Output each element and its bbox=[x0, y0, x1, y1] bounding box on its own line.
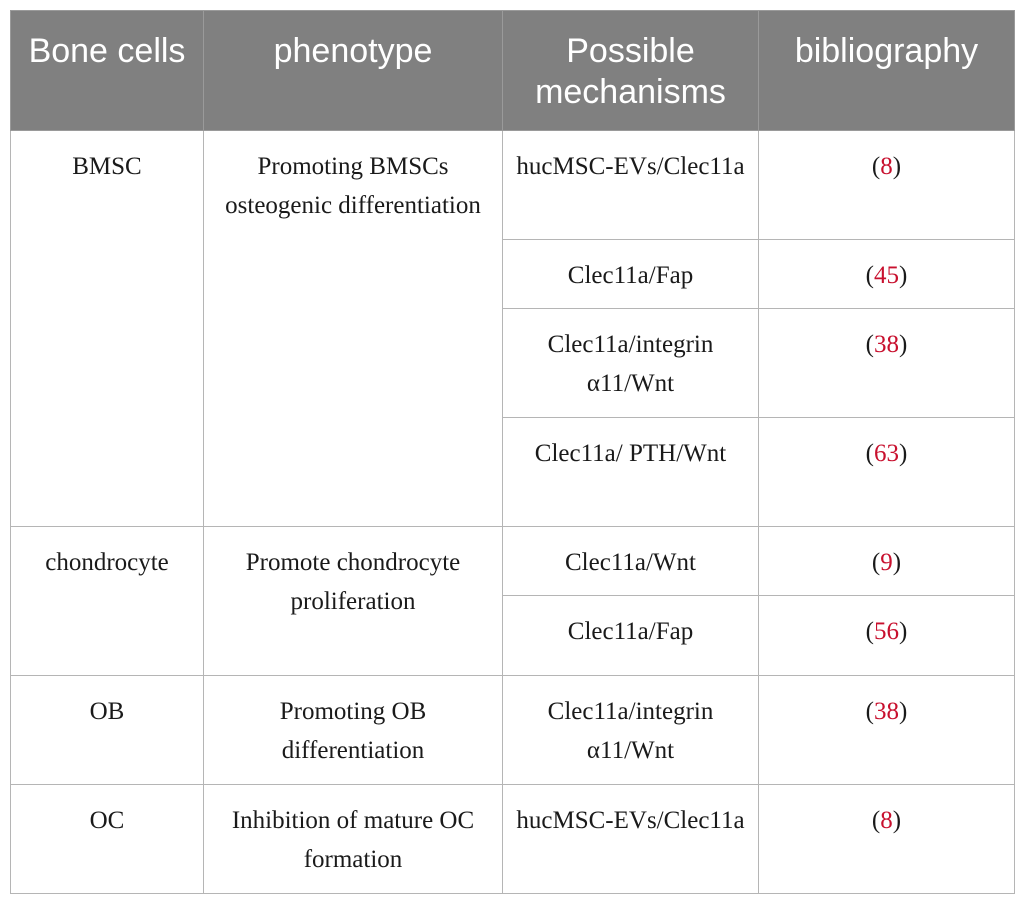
mechanism-cell: hucMSC-EVs/Clec11a bbox=[503, 785, 759, 894]
mechanism-cell: Clec11a/Fap bbox=[503, 596, 759, 676]
mechanism-cell: hucMSC-EVs/Clec11a bbox=[503, 131, 759, 240]
header-phenotype: phenotype bbox=[204, 11, 503, 131]
mechanism-cell: Clec11a/integrin α11/Wnt bbox=[503, 676, 759, 785]
header-mechanisms: Possible mechanisms bbox=[503, 11, 759, 131]
phenotype-cell: Inhibition of mature OC formation bbox=[204, 785, 503, 894]
reference-cell: (63) bbox=[759, 418, 1015, 527]
table-body bbox=[11, 131, 1015, 894]
reference-cell: (38) bbox=[759, 676, 1015, 785]
table-row bbox=[11, 676, 1015, 785]
phenotype-cell: Promoting BMSCs osteogenic differentiation bbox=[204, 131, 503, 527]
reference-link[interactable]: 38 bbox=[874, 331, 899, 358]
reference-link[interactable]: 63 bbox=[874, 440, 899, 467]
reference-link[interactable]: 38 bbox=[874, 698, 899, 725]
reference-link[interactable]: 45 bbox=[874, 262, 899, 289]
reference-link[interactable]: 56 bbox=[874, 618, 899, 645]
header-row bbox=[11, 11, 1015, 131]
header-bone-cells: Bone cells bbox=[11, 11, 204, 131]
bone-cell-cell: BMSC bbox=[11, 131, 204, 527]
bone-cell-cell: chondrocyte bbox=[11, 527, 204, 676]
table-header bbox=[11, 11, 1015, 131]
reference-cell: (56) bbox=[759, 596, 1015, 676]
clec11a-bone-cells-table bbox=[10, 10, 1015, 894]
mechanism-cell: Clec11a/ PTH/Wnt bbox=[503, 418, 759, 527]
reference-link[interactable]: 8 bbox=[880, 807, 893, 834]
bone-cell-cell: OC bbox=[11, 785, 204, 894]
table-row bbox=[11, 527, 1015, 596]
bone-cell-cell: OB bbox=[11, 676, 204, 785]
mechanism-cell: Clec11a/Fap bbox=[503, 240, 759, 309]
header-bibliography: bibliography bbox=[759, 11, 1015, 131]
reference-link[interactable]: 8 bbox=[880, 153, 893, 180]
reference-cell: (8) bbox=[759, 131, 1015, 240]
mechanism-cell: Clec11a/Wnt bbox=[503, 527, 759, 596]
mechanism-cell: Clec11a/integrin α11/Wnt bbox=[503, 309, 759, 418]
phenotype-cell: Promote chondrocyte proliferation bbox=[204, 527, 503, 676]
reference-cell: (9) bbox=[759, 527, 1015, 596]
reference-cell: (38) bbox=[759, 309, 1015, 418]
phenotype-cell: Promoting OB differentiation bbox=[204, 676, 503, 785]
reference-cell: (8) bbox=[759, 785, 1015, 894]
reference-cell: (45) bbox=[759, 240, 1015, 309]
table-row bbox=[11, 785, 1015, 894]
table-row bbox=[11, 131, 1015, 240]
reference-link[interactable]: 9 bbox=[880, 549, 893, 576]
